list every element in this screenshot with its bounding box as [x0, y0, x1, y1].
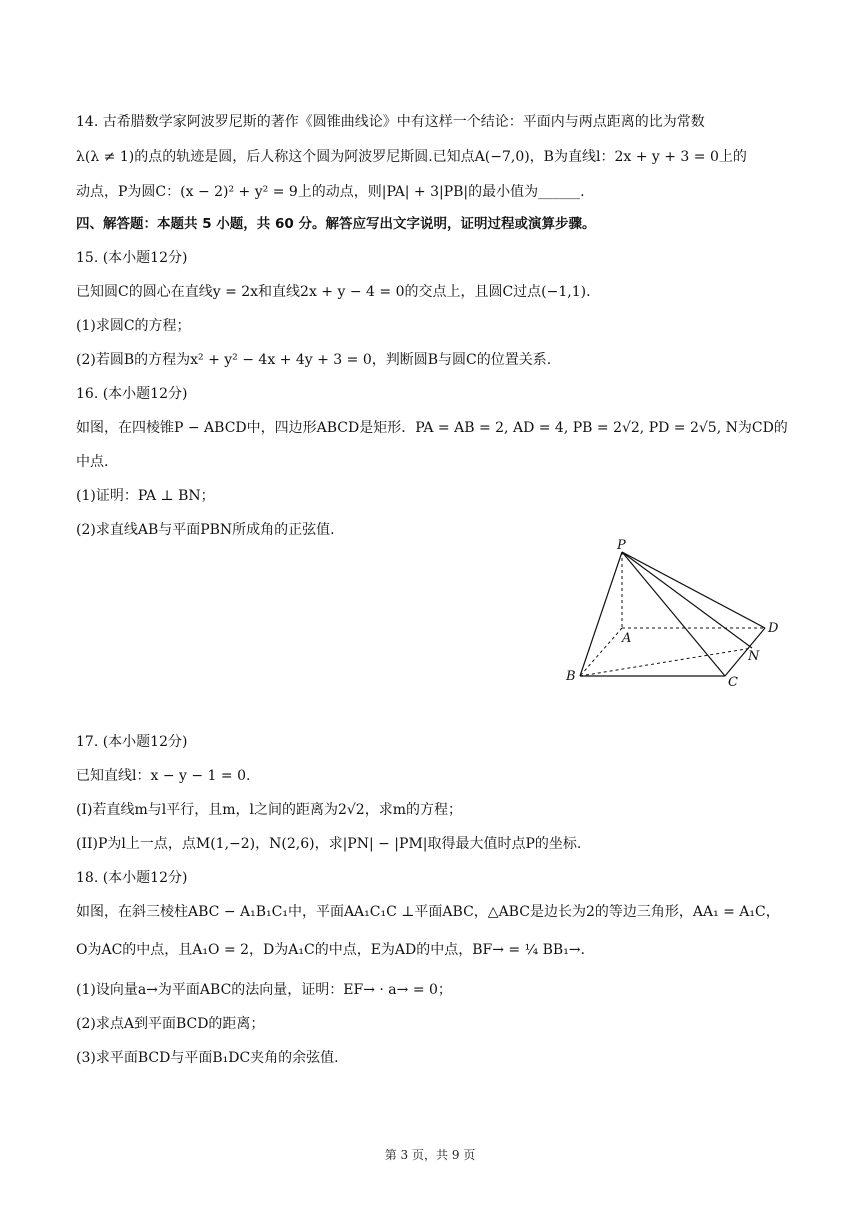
q18-part-1: (1)设向量a→为平面ABC的法向量，证明：EF→ · a→ = 0；	[76, 982, 452, 998]
label-C: C	[728, 675, 738, 688]
q16-part-2: (2)求直线AB与平面PBN所成角的正弦值.	[76, 522, 335, 538]
edge-PB	[580, 552, 622, 676]
edge-PN	[622, 552, 752, 648]
q15-part-1: (1)求圆C的方程；	[76, 318, 191, 334]
label-P: P	[617, 538, 626, 553]
pyramid-figure	[560, 538, 800, 688]
q15-part-2: (2)若圆B的方程为x² + y² − 4x + 4y + 3 = 0，判断圆B与圆C的位置关系.	[76, 352, 552, 368]
page-footer: 第 3 页，共 9 页	[384, 1148, 476, 1162]
q17-part-2: (II)P为l上一点，点M(1,−2)，N(2,6)，求|PN| − |PM|取得最大值时点P的坐标.	[76, 836, 582, 852]
q15-title: 15. (本小题12分)	[76, 250, 188, 266]
label-A: A	[622, 631, 632, 646]
q14-line-1: 14. 古希腊数学家阿波罗尼斯的著作《圆锥曲线论》中有这样一个结论：平面内与两点距离的比为常数	[76, 114, 705, 130]
q18-part-2: (2)求点A到平面BCD的距离；	[76, 1016, 265, 1032]
q16-stem-2: 中点.	[76, 454, 109, 470]
q18-title: 18. (本小题12分)	[76, 870, 188, 886]
q16-title: 16. (本小题12分)	[76, 386, 188, 402]
edge-PC	[622, 552, 725, 676]
q18-stem-1: 如图，在斜三棱柱ABC − A₁B₁C₁中，平面AA₁C₁C ⊥平面ABC，△ABC是边长为2的等边三角形，AA₁ = A₁C，	[76, 904, 780, 920]
q16-part-1: (1)证明：PA ⊥ BN；	[76, 488, 215, 504]
q14-line-3: 动点，P为圆C：(x − 2)² + y² = 9上的动点，则|PA| + 3|PB|的最小值为______.	[76, 184, 585, 200]
edge-PD	[622, 552, 765, 628]
section-4-heading: 四、解答题：本题共 5 小题，共 60 分。解答应写出文字说明，证明过程或演算步骤。	[76, 216, 596, 232]
q17-part-1: (I)若直线m与l平行，且m，l之间的距离为2√2，求m的方程；	[76, 802, 462, 818]
q15-stem: 已知圆C的圆心在直线y = 2x和直线2x + y − 4 = 0的交点上，且圆C过点(−1,1).	[76, 284, 591, 300]
edge-AB	[580, 628, 622, 676]
label-B: B	[566, 669, 576, 684]
q14-line-2: λ(λ ≠ 1)的点的轨迹是圆，后人称这个圆为阿波罗尼斯圆.已知点A(−7,0)，B为直线l：2x + y + 3 = 0上的	[76, 149, 747, 165]
label-N: N	[748, 649, 760, 664]
q18-part-3: (3)求平面BCD与平面B₁DC夹角的余弦值.	[76, 1050, 339, 1066]
label-D: D	[768, 621, 779, 636]
q18-stem-2: O为AC的中点，且A₁O = 2，D为A₁C的中点，E为AD的中点，BF→ = ¼ BB₁→.	[76, 942, 586, 958]
edge-BN	[580, 648, 752, 676]
q17-title: 17. (本小题12分)	[76, 734, 188, 750]
q16-stem-1: 如图，在四棱锥P − ABCD中，四边形ABCD是矩形．PA = AB = 2, AD = 4, PB = 2√2, PD = 2√5, N为CD的	[76, 420, 788, 436]
q17-stem: 已知直线l：x − y − 1 = 0.	[76, 768, 251, 784]
